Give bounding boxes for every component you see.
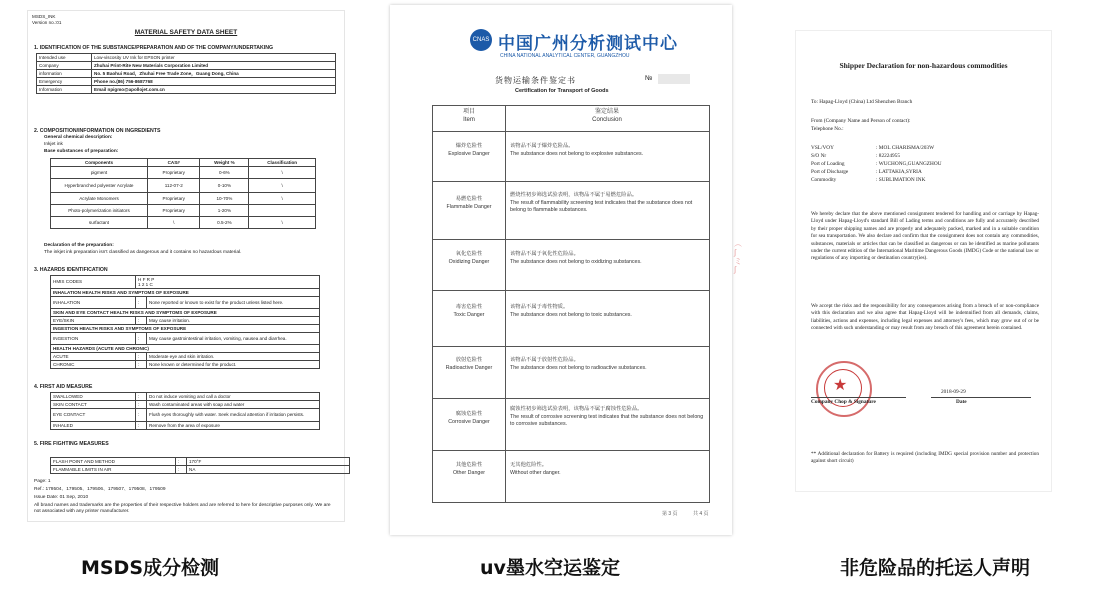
declaration-title: Shipper Declaration for non-hazardous commodities (839, 61, 1008, 70)
comp-header: Weight % (200, 159, 249, 167)
conclusion-cn: 腐蚀性初步筛选试验表明，该物品不属于腐蚀性危险品。 (510, 406, 643, 412)
msds-corner-label: MSDS_INK (32, 14, 56, 19)
hazard-key: ACUTE (51, 353, 136, 361)
date-label: Date (956, 399, 967, 405)
aid-key: INHALED (51, 422, 136, 430)
hazard-key: CHRONIC (51, 361, 136, 369)
conclusion-cn: 该物品不属于爆炸危险品。 (510, 143, 574, 149)
from-line: From (Company Name and Person of contact): (811, 118, 911, 124)
item-cn: 易燃危险性 (455, 196, 483, 202)
disclaimer: All brand names and trademarks are the properties of their respective holders and are referred to here for descriptive purposes only. We are not associated with any printer manufacturer. (34, 503, 331, 514)
composition-table (50, 158, 316, 229)
detail-key: Port of Discharge (811, 169, 849, 175)
fire-value: NA (187, 466, 350, 474)
shipper-declaration-document (795, 30, 1052, 492)
general-desc-label: General chemical description: (44, 135, 113, 140)
inkjet-label: Inkjet ink (44, 142, 63, 147)
caption-shipper-declaration: 非危险品的托运人声明 (839, 557, 1030, 579)
msds-section-1: 1. IDENTIFICATION OF THE SUBSTANCE/PREPARATION AND OF THE COMPANY/UNDERTAKING (34, 45, 274, 51)
comp-cell: Proprietary (148, 167, 200, 179)
aid-key: EYE CONTACT (51, 409, 136, 422)
ident-label: information (37, 70, 92, 78)
msds-section-2: 2. COMPOSITION/INFORMATION ON INGREDIENTS (34, 128, 161, 134)
shipment-detail (811, 153, 900, 160)
detail-value: : MOL CHARISMA/203W (876, 145, 935, 151)
ident-value: Phone no.(86) 756-8687768 (92, 78, 336, 86)
comp-cell: Hyperbranched polyester Acrylate (51, 179, 148, 193)
conclusion-en: The substance does not belong to oxidizing substances. (510, 258, 642, 265)
col-conclusion-en: Conclusion (592, 116, 622, 123)
shipment-detail (811, 161, 942, 168)
detail-value: : WUCHONG,GUANGZHOU (876, 161, 942, 167)
conclusion-cn: 该物品不属于毒性物质。 (510, 304, 569, 310)
comp-cell: 0.5-2% (200, 217, 249, 229)
conclusion-cn: 无其他危险性。 (510, 462, 548, 468)
item-en: Other Danger (452, 469, 486, 476)
org-name-en: CHINA NATIONAL ANALYTICAL CENTER, GUANGZHOU (500, 53, 630, 59)
ident-label: Intended use (37, 54, 92, 62)
seal-star-icon: ★ (833, 377, 848, 394)
detail-key: VSL/VOY (811, 145, 834, 151)
item-cell (433, 304, 505, 320)
item-cn: 爆炸危险性 (455, 143, 483, 149)
item-cell (433, 357, 505, 373)
hmis-label: HMIS CODES (51, 276, 136, 289)
comp-cell: \ (249, 167, 316, 179)
comp-cell: surfactant (51, 217, 148, 229)
fire-key: FLAMMABLE LIMITS IN AIR (51, 466, 176, 474)
comp-cell: \ (249, 217, 316, 229)
to-line: To: Hapag-Lloyd (China) Ltd Shenzhen Branch (811, 99, 913, 105)
item-cn: 其他危险性 (455, 462, 483, 468)
item-en: Oxidizing Danger (448, 258, 490, 265)
item-cell (433, 196, 505, 212)
hazard-key: EYE/SKIN (51, 317, 136, 325)
comp-cell: 112-07-2 (148, 179, 200, 193)
first-aid-table: SWALLOWED : Do not induce vomiting and call a doctor SKIN CONTACT : Wash contaminated areas with soap and water EYE CONTACT : Flush eyes thoroughly with water. Seek medical attention if irritation persists. INHALED : Remove from the area of exposure (50, 392, 320, 430)
conclusion-en: The substance does not belong to radioactive substances. (510, 364, 647, 371)
comp-cell: Acrylate Monomers (51, 193, 148, 205)
fire-fighting-table: FLASH POINT AND METHOD : 170°F FLAMMABLE LIMITS IN AIR : NA (50, 457, 350, 474)
page-total: 共 4 页 (693, 511, 709, 517)
item-en: Toxic Danger (453, 311, 485, 318)
signature-label: Company Chop & Signature (811, 399, 876, 405)
conclusion-table (432, 105, 710, 503)
comp-cell: 0-10% (200, 179, 249, 193)
ident-label: Emergency (37, 78, 92, 86)
signature-line (811, 397, 906, 398)
hazard-value: May cause gastrointestinal irritation, vomiting, nausea and diarrhea. (147, 333, 320, 345)
item-cn: 毒害危险性 (455, 304, 483, 310)
item-cell (433, 251, 505, 267)
comp-header: Components (51, 159, 148, 167)
aid-key: SWALLOWED (51, 393, 136, 401)
detail-key: S/O Nr (811, 153, 827, 159)
msds-section-3: 3. HAZARDS IDENTIFICATION (34, 267, 108, 273)
org-name: 中国广州分析测试中心 (498, 34, 678, 54)
conclusion-cell (510, 251, 706, 266)
ident-label: Company (37, 62, 92, 70)
hazard-subheading: SKIN AND EYE CONTACT HEALTH RISKS AND SYMPTOMS OF EXPOSURE (51, 309, 320, 317)
shipment-detail (811, 177, 925, 184)
item-cn: 腐蚀危险性 (455, 411, 483, 417)
page-current: 第 3 页 (662, 511, 678, 517)
phone-line: Telephone No.: (811, 126, 844, 132)
hazard-value: None reported or known to exist for the product unless listed here. (147, 297, 320, 309)
msds-document (27, 10, 345, 522)
detail-key: Port of Loading (811, 161, 845, 167)
comp-cell: Proprietary (148, 205, 200, 217)
cert-number-label: № (645, 75, 653, 82)
shipment-detail (811, 145, 934, 152)
comp-header: Classification (249, 159, 316, 167)
base-substances-label: Base substances of preparation: (44, 149, 119, 154)
comp-cell: \ (148, 217, 200, 229)
ident-value: Zhuhai Print-Rite New Materials Corporation Limited (92, 62, 336, 70)
aid-value: Remove from the area of exposure (147, 422, 320, 430)
hazard-subheading: INGESTION HEALTH RISKS AND SYMPTOMS OF EXPOSURE (51, 325, 320, 333)
declaration-title: Declaration of the preparation: (44, 243, 114, 248)
conclusion-en: The result of corrosive screening test indicates that the substance does not belong to corrosive substances. (510, 413, 704, 428)
comp-cell: 10-70% (200, 193, 249, 205)
item-cell (433, 143, 505, 159)
item-cell (433, 462, 505, 478)
conclusion-cell (510, 406, 706, 429)
cert-title-en: Certification for Transport of Goods (515, 88, 609, 94)
battery-note: ** Additional declaration for Battery is required (including IMDG special provision number and protection against short circuit) (811, 451, 1039, 465)
fire-key: FLASH POINT AND METHOD (51, 458, 176, 466)
item-en: Flammable Danger (446, 203, 492, 210)
caption-msds: MSDS成分检测 (80, 557, 220, 579)
hazard-value: None known or determined for the product. (147, 361, 320, 369)
item-en: Explosive Danger (448, 150, 490, 157)
conclusion-en: The substance does not belong to toxic substances. (510, 311, 632, 318)
item-cn: 氧化危险性 (455, 251, 483, 257)
conclusion-cell (510, 304, 706, 319)
hmis-values: 1 2 1 C (138, 282, 153, 287)
ident-value: No. 5 Baohui Road，Zhuhai Free Trade Zone，Guang Dong, China (92, 70, 336, 78)
comp-cell: \ (249, 179, 316, 193)
detail-value: : SUBLIMATION INK (876, 177, 926, 183)
conclusion-cn: 燃烧性初步筛选试验表明，该物品不属于易燃危险品。 (510, 192, 638, 198)
conclusion-en: The result of flammability screening test indicates that the substance does not belong to flammable substances. (510, 199, 693, 214)
comp-cell: pigment (51, 167, 148, 179)
transport-certification-document (390, 5, 742, 535)
hazard-value: May cause irritation. (147, 317, 320, 325)
msds-identification-table (36, 53, 336, 94)
aid-value: Do not induce vomiting and call a doctor (147, 393, 320, 401)
comp-cell (249, 205, 316, 217)
cert-number-redacted (658, 74, 690, 84)
conclusion-cell (510, 192, 706, 215)
aid-value: Wash contaminated areas with soap and water (147, 401, 320, 409)
col-item-cn: 项目 (462, 109, 475, 115)
conclusion-en: Without other danger. (510, 469, 561, 476)
col-conclusion-cn: 鉴定结果 (594, 109, 619, 115)
issue-date: Issue Date: 01 Sep, 2010 (34, 495, 89, 500)
item-en: Radioactive Danger (445, 364, 493, 371)
caption-air-transport: uv墨水空运鉴定 (480, 557, 620, 579)
signature-date: 2018-09-29 (941, 389, 966, 395)
comp-cell: \ (249, 193, 316, 205)
comp-cell: 0-6% (200, 167, 249, 179)
conclusion-cell (510, 357, 706, 372)
hazard-subheading: HEALTH HAZARDS (ACUTE AND CHRONIC) (51, 345, 320, 353)
item-en: Corrosive Danger (448, 418, 490, 425)
hazard-value: Moderate eye and skin irritation. (147, 353, 320, 361)
cnas-logo: CNAS (470, 29, 492, 51)
ref-numbers: Ref.: 179504、179505、179506、179507、179508、179509 (34, 487, 166, 492)
detail-value: : 82224955 (876, 153, 900, 159)
hazard-key: INGESTION (51, 333, 136, 345)
comp-cell: Proprietary (148, 193, 200, 205)
aid-value: Flush eyes thoroughly with water. Seek medical attention if irritation persists. (147, 409, 320, 422)
conclusion-cn: 该物品不属于氧化性危险品。 (510, 251, 579, 257)
msds-section-4: 4. FIRST AID MEASURE (34, 384, 93, 390)
aid-key: SKIN CONTACT (51, 401, 136, 409)
hazards-table: HMIS CODES H F R P 1 2 1 C INHALATION HEALTH RISKS AND SYMPTOMS OF EXPOSURE INHALATION : None reported or known to exist for the product unless listed here. SKIN AND EYE CONTACT HEALTH RISKS AND SYMPTOMS OF EXPOSURE EYE/SKIN : May cause irritation. INGESTION HEALTH RISKS AND SYMPTOMS OF EXPOSURE INGESTION : May cause gastrointestinal irritation, vomiting, nausea and diarrhea. HEALTH HAZARDS (ACUTE AND CHRONIC) ACUTE : Moderate eye and skin irritation. CHRONIC : None known or determined for the product. (50, 275, 320, 369)
detail-key: Commodity (811, 177, 837, 183)
cert-title-cn: 货物运输条件鉴定书 (495, 76, 576, 85)
date-line (931, 397, 1031, 398)
page-number: Page: 1 (34, 479, 51, 484)
seam-stamp-mark: ︵ ∫ ミ ∫ (734, 239, 742, 275)
conclusion-en: The substance does not belong to explosive substances. (510, 150, 644, 157)
msds-title: MATERIAL SAFETY DATA SHEET (134, 29, 238, 36)
conclusion-cell (510, 143, 706, 158)
ident-value: Low-viscosity UV Ink for EPSON printer (92, 54, 336, 62)
comp-header: CAS# (148, 159, 200, 167)
msds-version: Version no.:01 (32, 20, 62, 25)
hmis-letters: H F R P (138, 276, 155, 282)
shipment-detail (811, 169, 922, 176)
comp-cell: 1-20% (200, 205, 249, 217)
ident-value: Email npigmo@apollojet.com.cn (92, 86, 336, 94)
fire-value: 170°F (187, 458, 350, 466)
col-item-en: Item (463, 116, 475, 123)
msds-section-5: 5. FIRE FIGHTING MEASURES (34, 441, 109, 447)
hazard-key: INHALATION (51, 297, 136, 309)
declaration-paragraph-1: We hereby declare that the above mentioned consignment tendered for handling and or carriage by Hapag-Lloyd under Hapag-Lloyd's standard Bill of Lading terms and conditions are fully and accurately described by their proper shipping names and are properly and adequately packed, marked and in a suitable condition for sea transportation. We also declare and confirm that the consignment does not contain any commodities, substances, materials or articles that can be classified as dangerous or can be identified as marine pollutants under the current edition of the International Maritime Dangerous Goods (IMDG) Code or the national law or regulations of any importing or destination country(ies). (811, 211, 1039, 262)
conclusion-cn: 该物品不属于放射性危险品。 (510, 357, 579, 363)
item-cn: 放射危险性 (455, 357, 483, 363)
comp-cell: Photo-polymerization initiators (51, 205, 148, 217)
declaration-paragraph-2: We accept the risks and the responsibility for any consequences arising from a breach of or non-compliance with this declaration and we also agree that Hapag-Lloyd will be indemnified from all demands, claims, liabilities, actions and expenses, including legal expenses and attorney's fees, which may grow out of or be connected with such understanding or may result from any breach of this agreement herein contained. (811, 303, 1039, 332)
conclusion-cell (510, 462, 706, 477)
ident-label: Information (37, 86, 92, 94)
item-cell (433, 411, 505, 427)
detail-value: : LATTAKIA,SYRIA (876, 169, 922, 175)
hazard-subheading: INHALATION HEALTH RISKS AND SYMPTOMS OF EXPOSURE (51, 289, 320, 297)
declaration-text: The inkjet ink preparation isn't classified as dangerous and it contains no hazardous material. (44, 250, 242, 255)
